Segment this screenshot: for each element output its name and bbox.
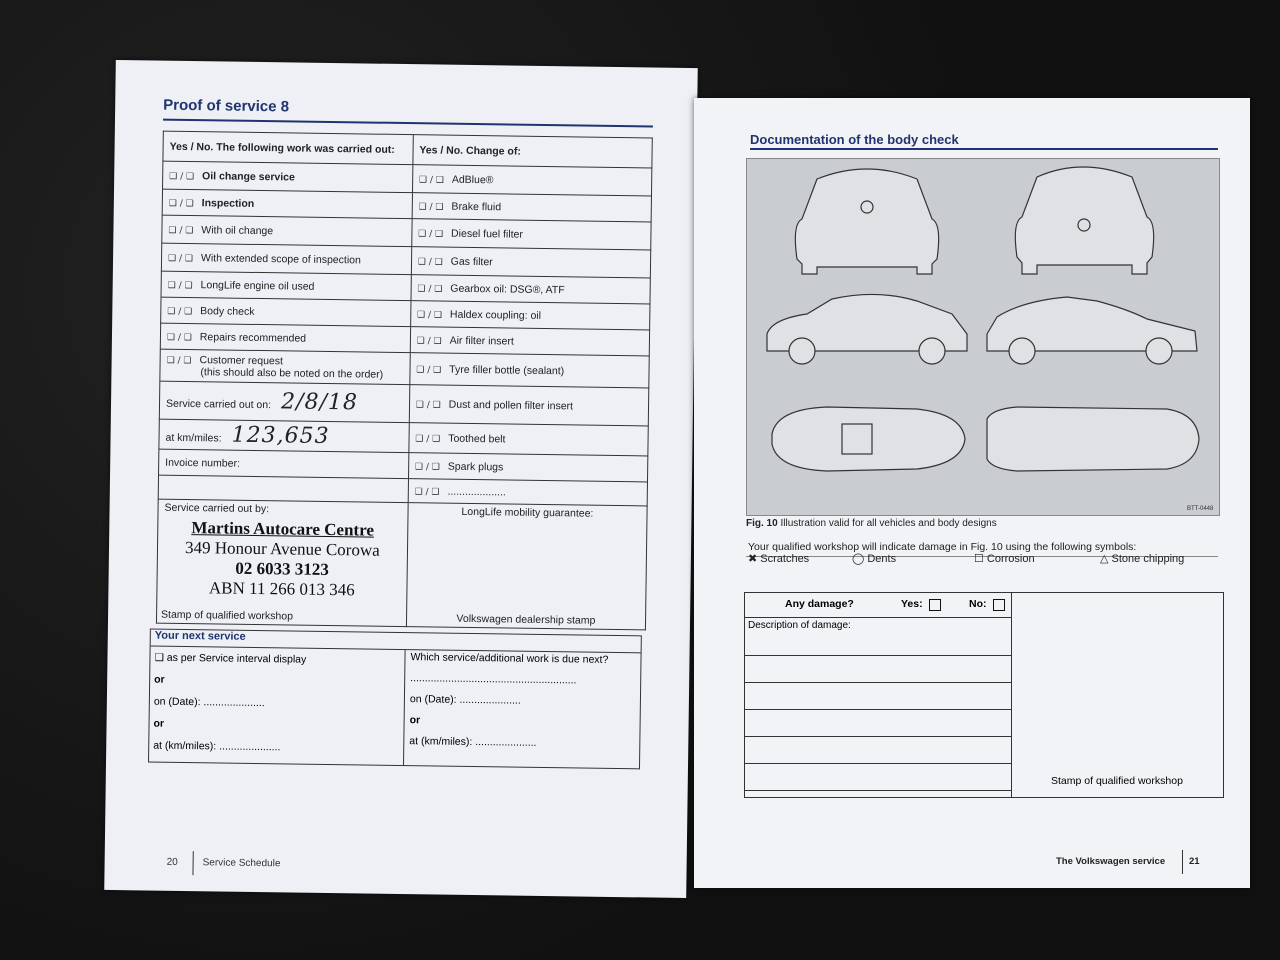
footer-label: Service Schedule [202, 857, 281, 870]
symbol-legend-item: ☐ Corrosion [974, 553, 1035, 565]
figure-number: Fig. 10 [746, 518, 778, 529]
work-item [161, 243, 411, 274]
record-cell [159, 449, 409, 478]
change-item-label: Diesel fuel filter [451, 227, 523, 241]
description-line [745, 763, 1011, 764]
change-item-label: Spark plugs [447, 460, 504, 473]
work-item [163, 161, 413, 192]
description-label: Description of damage: [748, 620, 851, 631]
stamp-address: 349 Honour Avenue Corowa [184, 537, 380, 560]
next-service-title: Your next service [151, 630, 641, 654]
page-number: 20 [166, 856, 178, 868]
front-badge [1078, 219, 1090, 231]
work-item [160, 323, 410, 352]
record-label: Invoice number: [165, 456, 241, 470]
page-title: Proof of service 8 [163, 96, 290, 116]
next-left-line: ❏ as per Service interval display [154, 651, 307, 666]
description-line [745, 682, 1011, 683]
any-damage-label: Any damage? [785, 598, 854, 610]
work-item-label: With oil change [201, 223, 274, 237]
next-left-column [153, 652, 400, 765]
body-check-figure [746, 158, 1220, 516]
symbol-legend-item: ✖ Scratches [748, 553, 810, 565]
next-right-line: or [409, 714, 421, 727]
mobility-label: LongLife mobility guarantee: [461, 505, 594, 520]
figure-caption-text: Illustration valid for all vehicles and body designs [780, 518, 997, 529]
work-item-note: (this should also be noted on the order) [200, 365, 384, 381]
change-item [411, 247, 651, 278]
yes-no-checkbox[interactable]: ❏ / ❏ [415, 399, 441, 411]
stamp-row [156, 499, 647, 630]
service-table [156, 131, 653, 631]
yes-no-checkbox[interactable]: ❏ / ❏ [167, 253, 194, 264]
change-item-label: .................... [447, 485, 506, 498]
change-item-label: Gearbox oil: DSG®, ATF [450, 282, 565, 296]
work-item-label: With extended scope of inspection [200, 251, 361, 266]
right-page [694, 98, 1250, 888]
yes-no-checkbox[interactable]: ❏ / ❏ [167, 306, 193, 317]
next-right-line: Which service/additional work is due next? [410, 651, 609, 666]
yes-no-checkbox[interactable]: ❏ / ❏ [417, 283, 443, 295]
symbol-legend-item: △ Stone chipping [1100, 553, 1185, 565]
yes-no-checkbox[interactable]: ❏ / ❏ [415, 433, 441, 445]
col2-header: Yes / No. Change of: [413, 135, 653, 168]
figure-caption [746, 518, 997, 529]
left-page [104, 60, 698, 898]
yes-no-checkbox[interactable]: ❏ / ❏ [416, 364, 442, 376]
change-item-label: Dust and pollen filter insert [448, 398, 574, 412]
page-number: 21 [1189, 856, 1200, 867]
yes-label: Yes: [901, 598, 923, 610]
work-item [161, 297, 411, 326]
empty-cell [158, 475, 408, 502]
car-diagram [747, 159, 1219, 515]
work-item [161, 271, 411, 300]
work-item-label: LongLife engine oil used [200, 278, 315, 293]
change-item-label: AdBlue® [451, 173, 494, 186]
roof-panel [842, 424, 872, 454]
figure-code: BTT-0448 [1187, 506, 1214, 512]
stamp-phone: 02 6033 3123 [235, 558, 330, 580]
workshop-stamp-cell [156, 499, 407, 626]
symbols-row [748, 552, 1218, 565]
col1-header: Yes / No. The following work was carried out: [163, 131, 413, 164]
next-left-line: or [153, 717, 165, 730]
change-item [410, 327, 650, 356]
change-item-label: Haldex coupling: oil [449, 308, 542, 322]
work-item-label: Repairs recommended [199, 330, 307, 345]
handwritten-value: 2/8/18 [280, 389, 359, 416]
title-rule [750, 148, 1218, 150]
wheel [1009, 338, 1035, 364]
work-item [162, 215, 412, 246]
change-item [408, 453, 648, 482]
record-cell [159, 381, 409, 422]
stamp-label: Stamp of qualified workshop [160, 608, 294, 623]
change-item-label: Toothed belt [448, 432, 506, 445]
record-label: Service carried out on: [165, 397, 272, 412]
damage-header [745, 593, 1012, 618]
change-item [412, 165, 652, 196]
next-left-line: on (Date): ..................... [153, 695, 265, 710]
change-item [409, 385, 649, 426]
yes-no-checkbox[interactable]: ❏ / ❏ [414, 461, 440, 473]
dealer-stamp-cell [406, 503, 647, 630]
symbol-legend-item: ◯ Dents [852, 553, 897, 565]
description-line [745, 736, 1011, 737]
damage-divider [1011, 593, 1012, 797]
yes-no-checkbox[interactable]: ❏ / ❏ [418, 174, 444, 186]
yes-no-checkbox[interactable]: ❏ / ❏ [166, 332, 192, 343]
yes-checkbox[interactable] [929, 599, 941, 611]
work-item [160, 349, 410, 384]
description-line [745, 709, 1011, 710]
yes-no-checkbox[interactable]: ❏ / ❏ [418, 201, 444, 213]
next-right-line: on (Date): ..................... [409, 693, 521, 707]
footer-divider [192, 851, 193, 875]
change-item-label: Air filter insert [449, 334, 514, 348]
change-item [411, 275, 651, 304]
work-item-label: Inspection [201, 196, 255, 210]
footer-divider [1182, 850, 1183, 874]
change-item-label: Tyre filler bottle (sealant) [449, 363, 565, 377]
carried-by-label: Service carried out by: [164, 501, 270, 516]
work-item-label: Customer request [199, 353, 284, 367]
yes-no-checkbox[interactable]: ❏ / ❏ [417, 309, 443, 321]
work-item-label: Oil change service [202, 169, 295, 183]
description-line [745, 790, 1011, 791]
record-cell [159, 419, 409, 452]
no-checkbox[interactable] [993, 599, 1005, 611]
next-right-line: ......................................................... [410, 672, 577, 687]
yes-no-checkbox[interactable]: ❏ / ❏ [166, 355, 192, 366]
next-service-box [148, 629, 642, 770]
change-item [410, 301, 650, 330]
handwritten-value: 123,653 [231, 422, 330, 449]
yes-no-checkbox[interactable]: ❏ / ❏ [167, 280, 193, 291]
change-item [409, 423, 649, 456]
no-label: No: [969, 598, 987, 610]
page-title: Documentation of the body check [750, 132, 959, 147]
footer-label: The Volkswagen service [1056, 856, 1166, 867]
change-item-label: Brake fluid [451, 200, 502, 213]
car-rear-view [795, 169, 938, 274]
yes-no-checkbox[interactable]: ❏ / ❏ [168, 198, 194, 209]
next-right-line: at (km/miles): ..................... [409, 735, 537, 749]
wheel [919, 338, 945, 364]
title-rule [163, 119, 653, 128]
record-label: at km/miles: [165, 431, 222, 445]
change-item [410, 353, 650, 388]
yes-no-checkbox[interactable]: ❏ / ❏ [418, 228, 444, 240]
yes-no-checkbox[interactable]: ❏ / ❏ [168, 225, 194, 236]
change-item [412, 219, 652, 250]
change-item-label: Gas filter [450, 255, 493, 268]
dealer-stamp-label: Volkswagen dealership stamp [456, 612, 596, 627]
car-underbody [987, 407, 1199, 471]
divider [403, 650, 406, 765]
yes-no-checkbox[interactable]: ❏ / ❏ [169, 171, 195, 182]
description-line [745, 655, 1011, 656]
wheel [1146, 338, 1172, 364]
rear-badge [861, 201, 873, 213]
work-item [162, 189, 412, 218]
yes-no-checkbox[interactable]: ❏ / ❏ [417, 256, 443, 268]
work-item-label: Body check [200, 304, 255, 318]
stamp-label: Stamp of qualified workshop [1051, 775, 1183, 787]
next-left-line: or [154, 673, 165, 686]
symbols-intro: Your qualified workshop will indicate damage in Fig. 10 using the following symbols: [748, 541, 1137, 553]
next-left-line: at (km/miles): ..................... [153, 739, 281, 754]
change-item [408, 479, 648, 506]
stamp-abn: ABN 11 266 013 346 [208, 578, 355, 600]
yes-no-checkbox[interactable]: ❏ / ❏ [416, 335, 442, 347]
next-right-column [409, 651, 635, 759]
stamp-name: Martins Autocare Centre [191, 518, 375, 540]
yes-no-checkbox[interactable]: ❏ / ❏ [414, 486, 440, 498]
wheel [789, 338, 815, 364]
change-item [412, 193, 652, 222]
damage-box [744, 592, 1224, 798]
